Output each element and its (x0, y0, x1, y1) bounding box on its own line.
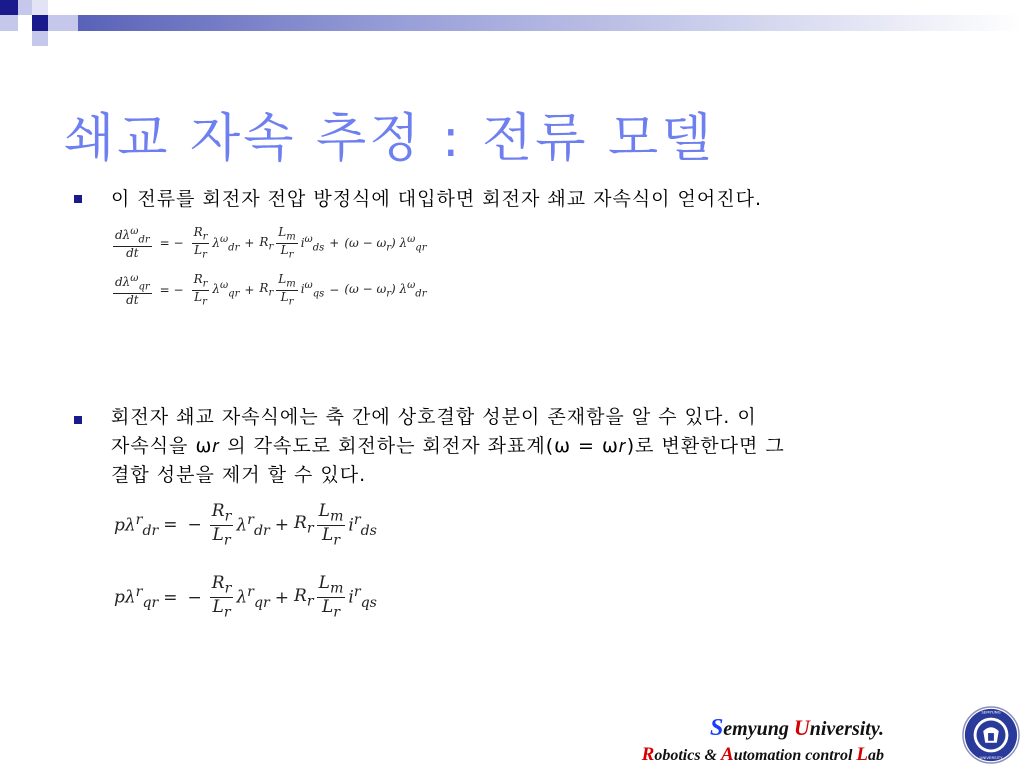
equation-row: $p\lambda^r_{dr}$ = − $\frac{R_r}{L_r}$ $\lambda^r_{dr}$ + $R_r$ $L_m$ $L_r$ $i^r_{ds}$ (114, 501, 377, 549)
equation-row: $p\lambda^r_{qr}$ = − $\frac{R_r}{L_r}$ $\lambda^r_{qr}$ + $R_r$ $L_m$ $L_r$ $i^r_{qs}$ (114, 573, 377, 621)
bullet-line: 자속식을 ω𝑟 의 각속도로 회전하는 회전자 좌표계(ω = ω𝑟)로 변환한다면 그 (111, 435, 785, 457)
svg-text:SEMYUNG: SEMYUNG (981, 709, 1001, 715)
bullet-marker (74, 195, 82, 203)
footer-credit (642, 715, 884, 766)
bullet-line: 이 전류를 회전자 전압 방정식에 대입하면 회전자 쇄교 자속식이 얻어진다. (111, 188, 763, 210)
bullet-text (111, 185, 991, 214)
slide-title: 쇄교 자속 추정 : 전류 모델 (64, 109, 715, 169)
bullet-text (111, 403, 991, 490)
footer-lab: Robotics & Automation control Lab (641, 744, 884, 765)
equation-row: $d\lambda^\omega_{qr}$ dt = − $\frac{R_r}{L_r}$ $\lambda^\omega_{qr}$ + $R_r$ $L_m$ $L_r$ $i^\omega_{qs}$ − $(\omega - \omega_r)$ $\lambda^\omega_{dr}$ (115, 271, 427, 308)
bullet-line: 결합 성분을 제거 할 수 있다. (111, 464, 367, 486)
header-gradient-bar (0, 0, 1024, 46)
bullet-line: 회전자 쇄교 자속식에는 축 간에 상호결합 성분이 존재함을 알 수 있다. 이 (111, 406, 757, 428)
bullet-marker (74, 416, 82, 424)
equation-block-2 (114, 502, 377, 621)
svg-text:UNIVERSITY: UNIVERSITY (979, 755, 1003, 761)
equation-row: $d\lambda^\omega_{dr}$ dt = − $\frac{R_r}{L_r}$ $\lambda^\omega_{dr}$ + $R_r$ $L_m$ $L_r$ $i^\omega_{ds}$ + $(\omega - \omega_r)$ $\lambda^\omega_{qr}$ (115, 225, 427, 261)
footer-university: Semyung University. (709, 715, 884, 741)
header-decoration (0, 0, 1024, 46)
university-seal-logo (962, 706, 1020, 764)
equation-block-1 (110, 226, 426, 308)
